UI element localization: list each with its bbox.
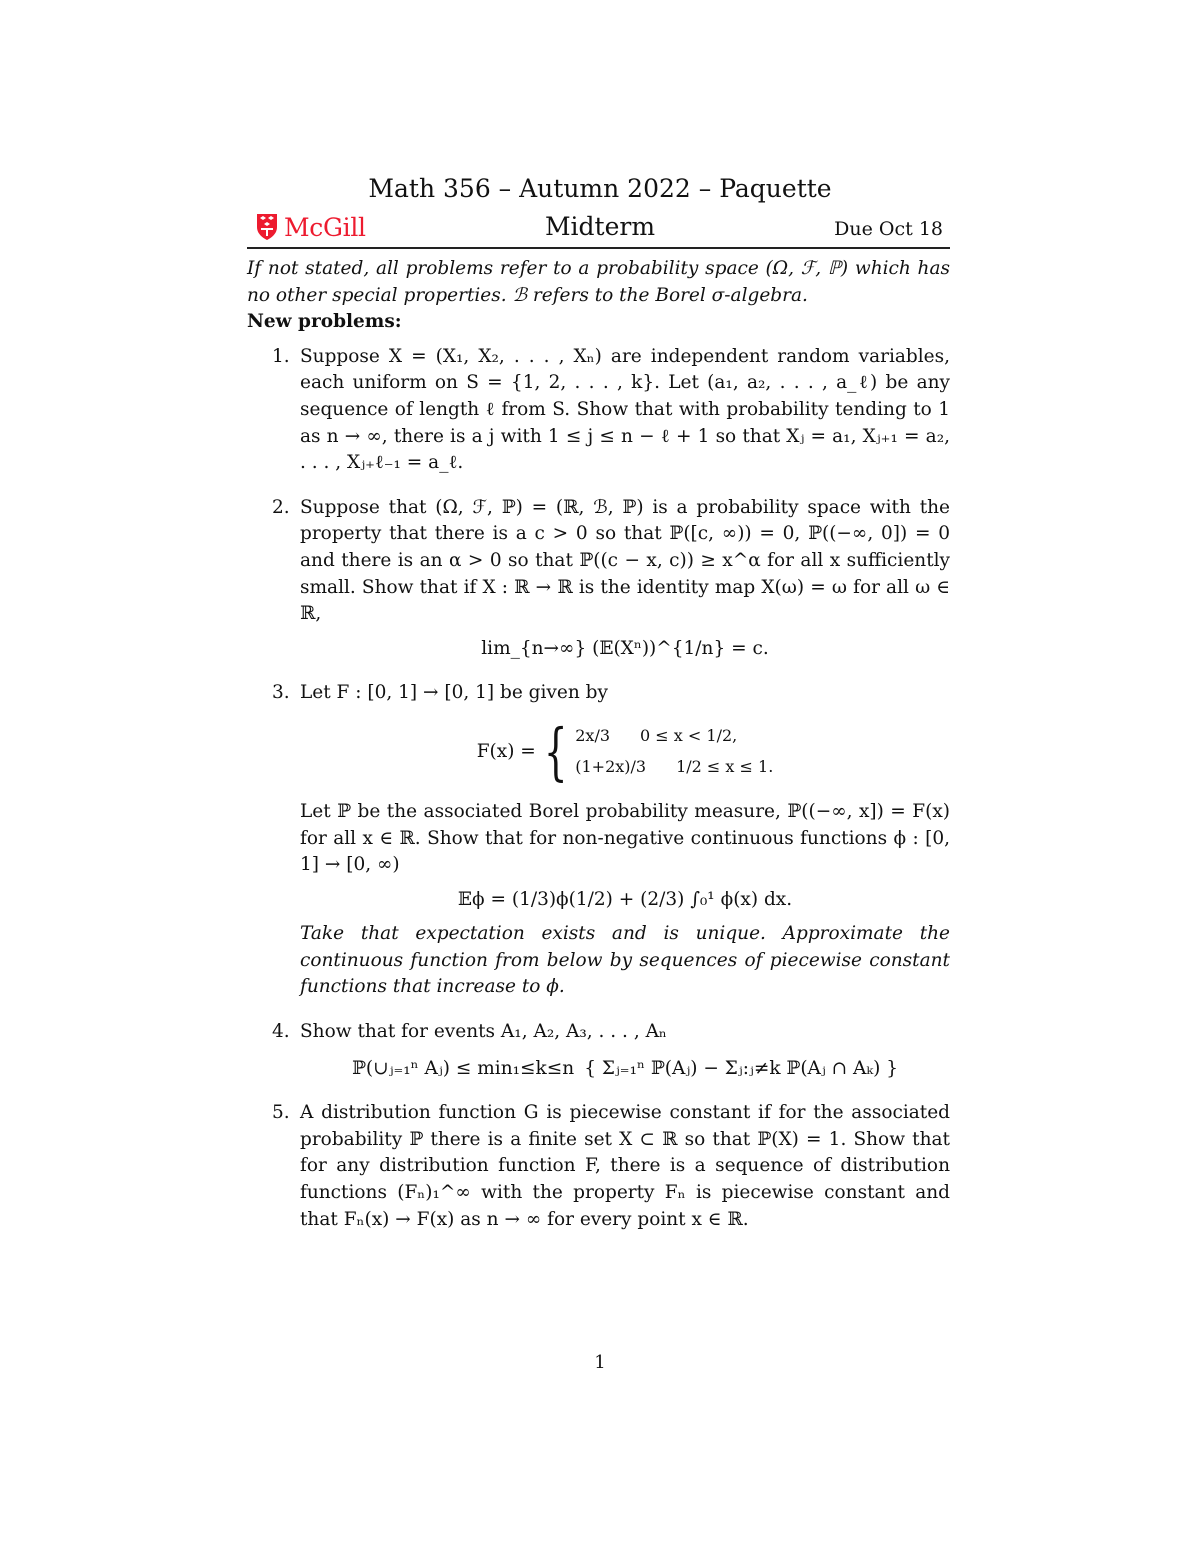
problem-1 <box>247 344 950 477</box>
display-equation: lim_{n→∞} (𝔼(Xⁿ))^{1/n} = c. <box>481 637 769 659</box>
problem-hint: Take that expectation exists and is unique. Approximate the continuous function from below by sequences of piecewise constant functions that increase to ϕ. <box>300 923 950 998</box>
problem-number: 3. <box>272 682 290 704</box>
case-cond: 0 ≤ x < 1/2, <box>640 726 738 746</box>
cases <box>575 723 773 780</box>
due-date: Due Oct 18 <box>834 218 943 240</box>
problem-list <box>247 344 950 1233</box>
section-heading: New problems: <box>247 311 402 333</box>
display-equation: 𝔼ϕ = (1/3)ϕ(1/2) + (2/3) ∫₀¹ ϕ(x) dx. <box>457 888 793 910</box>
doc-title: Midterm <box>544 212 656 241</box>
problem-text: A distribution function G is piecewise constant if for the associated probability ℙ there is a finite set X ⊂ ℝ so that ℙ(X) = 1. Show that for any distribution function F, there is a sequence of distribution functions (Fₙ)₁^∞ with the property Fₙ is piecewise constant and that Fₙ(x) → F(x) as n → ∞ for every point x ∈ ℝ. <box>300 1102 950 1230</box>
piecewise-definition <box>300 714 950 788</box>
case-row <box>575 754 773 781</box>
problem-number: 4. <box>272 1021 290 1043</box>
problem-number: 1. <box>272 345 290 367</box>
left-brace: { <box>543 714 568 788</box>
problem-4 <box>247 1019 950 1082</box>
problem-number: 5. <box>272 1102 290 1124</box>
problem-5 <box>247 1100 950 1233</box>
inequality-lhs: ℙ(∪ⱼ₌₁ⁿ Aⱼ) ≤ min₁≤k≤n <box>351 1057 575 1079</box>
content <box>247 256 950 1251</box>
problem-text: Suppose that (Ω, ℱ, ℙ) = (ℝ, ℬ, ℙ) is a probability space with the property that there is a c > 0 so that ℙ([c, ∞)) = 0, ℙ((−∞, 0]) = 0 and there is an α > 0 so that ℙ((c − x, c)) ≥ x^α for all x sufficiently small. Show that if X : ℝ → ℝ is the identity map X(ω) = ω for all ω ∈ ℝ, <box>300 496 950 625</box>
case-cond: 1/2 ≤ x ≤ 1. <box>676 756 774 776</box>
display-inequality <box>300 1056 950 1083</box>
problem-2 <box>247 495 950 663</box>
case-expr: 2x/3 <box>575 726 611 746</box>
problem-3 <box>247 680 950 1001</box>
problem-text: Suppose X = (X₁, X₂, . . . , Xₙ) are independent random variables, each uniform on S = {1, 2, . . . , k}. Let (a₁, a₂, . . . , a_ℓ) be any sequence of length ℓ from S. Show that with probability tending to 1 as n → ∞, there is a j with 1 ≤ j ≤ n − ℓ + 1 so that Xⱼ = a₁, Xⱼ₊₁ = a₂, . . . , Xⱼ₊ℓ₋₁ = a_ℓ. <box>300 345 950 474</box>
piecewise-lhs: F(x) = <box>476 740 536 762</box>
problem-text-continued: Let ℙ be the associated Borel probability measure, ℙ((−∞, x]) = F(x) for all x ∈ ℝ. Show that for non-negative continuous functions ϕ : [0, 1] → [0, ∞) <box>300 800 950 876</box>
case-row <box>575 723 773 750</box>
inequality-rhs: { Σⱼ₌₁ⁿ ℙ(Aⱼ) − Σⱼ:ⱼ≠k ℙ(Aⱼ ∩ Aₖ) } <box>584 1057 899 1079</box>
page-number: 1 <box>594 1352 606 1373</box>
problem-text: Let F : [0, 1] → [0, 1] be given by <box>300 682 608 704</box>
intro-text: If not stated, all problems refer to a probability space (Ω, ℱ, ℙ) which has no other special properties. ℬ refers to the Borel σ-algebra. <box>247 258 950 306</box>
case-expr: (1+2x)/3 <box>575 756 647 776</box>
header-rule <box>247 247 950 249</box>
problem-text: Show that for events A₁, A₂, A₃, . . . , Aₙ <box>300 1021 667 1043</box>
course-title: Math 356 – Autumn 2022 – Paquette <box>368 174 832 203</box>
problem-number: 2. <box>272 496 290 518</box>
logo-text: McGill <box>284 212 366 242</box>
